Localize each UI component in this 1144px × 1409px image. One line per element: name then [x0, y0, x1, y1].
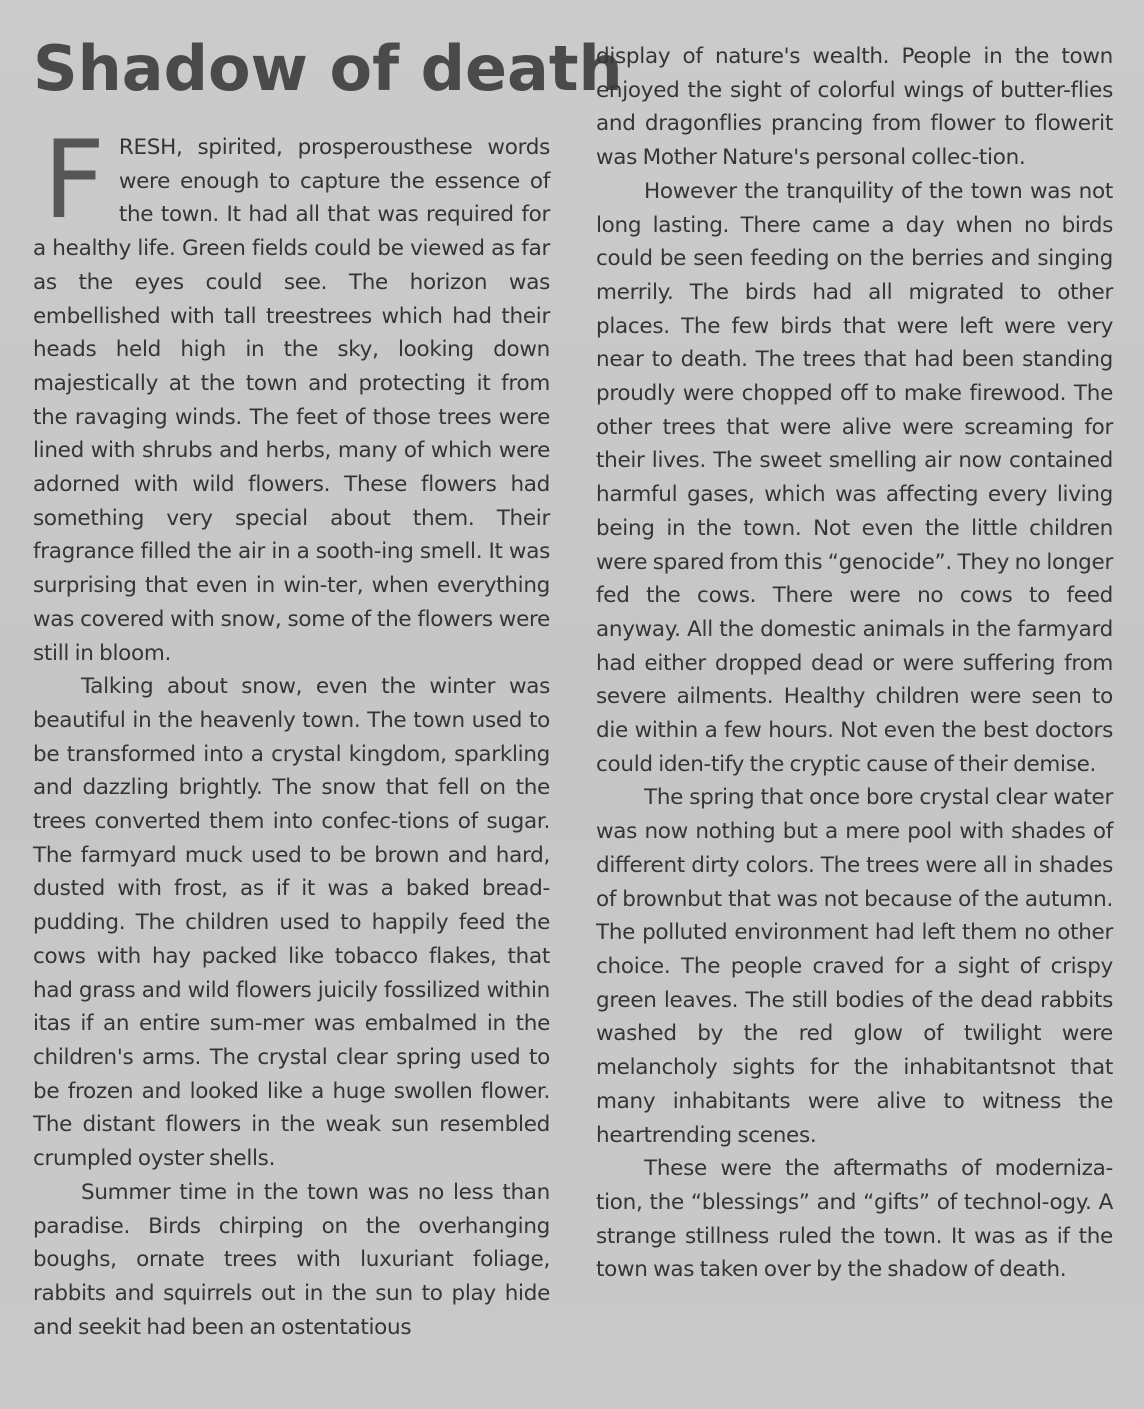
- paragraph-opening: [33, 118, 550, 670]
- paragraph-text: RESH, spirited, prosperousthese words were enough to capture the essence of the town. It had all that was required for a healthy life. Green fields could be viewed as far as the eyes could see. The horizon was embellished with tall treestrees which had their heads held high in the sky, looking down majestically at the town and protecting it from the ravaging winds. The feet of those trees were lined with shrubs and herbs, many of which were adorned with wild flowers. These flowers had something very special about them. Their fragrance filled the air in a sooth-ing smell. It was surprising that even in win-ter, when everything was covered with snow, some of the flowers were still in bloom.: [33, 135, 550, 666]
- paragraph-tranquility: However the tranquility of the town was not long lasting. There came a day when no birds could be seen feeding on the berries and singing merrily. The birds had all migrated to other places. The few birds that were left were very near to death. The trees that had been standing proudly were chopped off to make firewood. The other trees that were alive were screaming for their lives. The sweet smelling air now contained harmful gases, which was affecting every living being in the town. Not even the little children were spared from this “genocide”. They no longer fed the cows. There were no cows to feed anyway. All the domestic animals in the farmyard had either dropped dead or were suffering from severe ailments. Healthy children were seen to die within a few hours. Not even the best doctors could iden-tify the cryptic cause of their demise.: [596, 178, 1113, 777]
- paragraph-winter: Talking about snow, even the winter was beautiful in the heavenly town. The town used to be transformed into a crystal kingdom, sparkling and dazzling brightly. The snow that fell on the trees converted them into confec-tions of sugar. The farmyard muck used to be brown and hard, dusted with frost, as if it was a baked bread-pudding. The children used to happily feed the cows with hay packed like tobacco flakes, that had grass and wild flowers juicily fossilized within itas if an entire sum-mer was embalmed in the children's arms. The crystal clear spring used to be frozen and looked like a huge swollen flower. The distant flowers in the weak sun resembled crumpled oyster shells.: [33, 674, 550, 1172]
- right-column-text: [596, 40, 1113, 1287]
- paragraph-aftermath: These were the aftermaths of moderniza-tion, the “blessings” and “gifts” of technol-ogy. A strange stillness ruled the town. It was as if the town was taken over by the shadow of death.: [596, 1156, 1113, 1283]
- drop-cap: F: [43, 118, 105, 243]
- paragraph-continued: display of nature's wealth. People in the town enjoyed the sight of colorful wings of butter-flies and dragonflies prancing from flower to flowerit was Mother Nature's personal collec-tion.: [596, 44, 1113, 171]
- paragraph-spring: The spring that once bore crystal clear water was now nothing but a mere pool with shades of different dirty colors. The trees were all in shades of brownbut that was not because of the autumn. The polluted environment had left them no other choice. The people craved for a sight of crispy green leaves. The still bodies of the dead rabbits washed by the red glow of twilight were melancholy sights for the inhabitantsnot that many inhabitants were alive to witness the heartrending scenes.: [596, 785, 1113, 1148]
- left-column-text: [33, 118, 550, 1344]
- article-headline: Shadow of death: [33, 32, 623, 105]
- paragraph-summer: Summer time in the town was no less than paradise. Birds chirping on the overhanging boughs, ornate trees with luxuriant foliage, rabbits and squirrels out in the sun to play hide and seekit had been an ostentatious: [33, 1179, 550, 1340]
